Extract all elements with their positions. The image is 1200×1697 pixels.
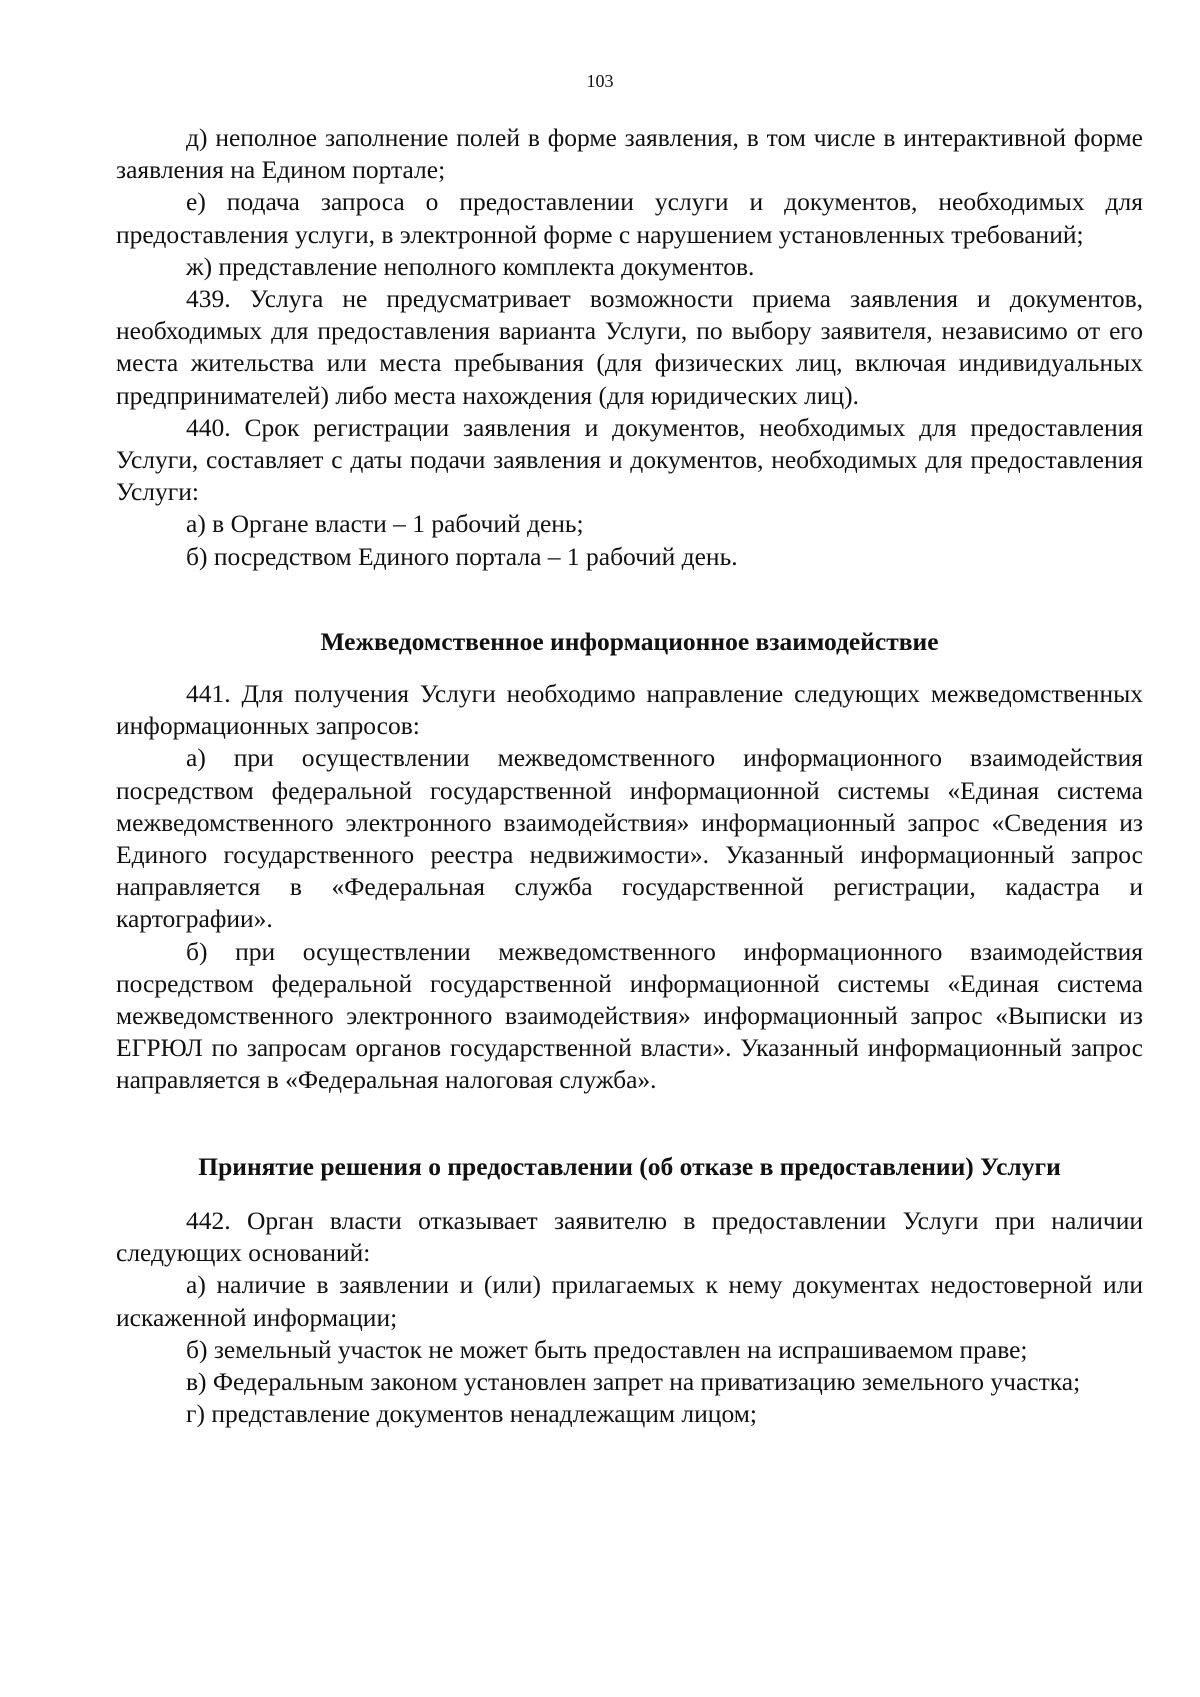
section-heading-interagency: Межведомственное информационное взаимодействие [320,626,939,656]
spacer [116,573,1143,626]
paragraph-440: 440. Срок регистрации заявления и документов, необходимых для предоставления Услуги, составляет с даты подачи заявления и документов, необходимых для предоставления Услуги: [116,412,1143,507]
page-number: 103 [586,71,614,91]
document-body [116,122,1143,1430]
spacer [116,1097,1143,1151]
spacer [116,1183,1143,1205]
spacer [116,658,1143,678]
paragraph-442: 442. Орган власти отказывает заявителю в предоставлении Услуги при наличии следующих оснований: [116,1205,1143,1268]
paragraph-442-v: в) Федеральным законом установлен запрет на приватизацию земельного участка; [186,1366,1081,1396]
paragraph-440-b: б) посредством Единого портала – 1 рабочий день. [186,541,738,571]
paragraph-442-a: а) наличие в заявлении и (или) прилагаемых к нему документах недостоверной или искаженной информации; [116,1270,1143,1332]
paragraph-item-d: д) неполное заполнение полей в форме заявления, в том числе в интерактивной форме заявления на Едином портале; [116,123,1143,185]
section-heading-decision: Принятие решения о предоставлении (об отказе в предоставлении) Услуги [198,1151,1061,1181]
paragraph-439: 439. Услуга не предусматривает возможности приема заявления и документов, необходимых для предоставления варианта Услуги, по выбору заявителя, независимо от его места жительства или места пребывания (для физических лиц, включая индивидуальных предпринимателей) либо места нахождения (для юридических лиц). [116,284,1143,410]
paragraph-item-e: е) подача запроса о предоставлении услуги и документов, необходимых для предоставления услуги, в электронной форме с нарушением установленных требований; [116,187,1143,249]
paragraph-440-a: а) в Органе власти – 1 рабочий день; [186,509,584,539]
paragraph-442-g: г) представление документов ненадлежащим лицом; [186,1399,757,1429]
paragraph-441: 441. Для получения Услуги необходимо направление следующих межведомственных информационных запросов: [116,679,1143,741]
paragraph-item-zh: ж) представление неполного комплекта документов. [186,251,755,281]
paragraph-441-a: а) при осуществлении межведомственного информационного взаимодействия посредством федеральной государственной информационной системы «Единая система межведомственного электронного взаимодействия» информационный запрос «Сведения из Единого государственного реестра недвижимости». Указанный информационный запрос направляется в «Федеральная служба государственной регистрации, кадастра и картографии». [116,743,1143,934]
paragraph-442-b: б) земельный участок не может быть предоставлен на испрашиваемом праве; [186,1334,1028,1364]
paragraph-441-b: б) при осуществлении межведомственного информационного взаимодействия посредством федеральной государственной информационной системы «Единая система межведомственного электронного взаимодействия» информационный запрос «Выписки из ЕГРЮЛ по запросам органов государственной власти». Указанный информационный запрос направляется в «Федеральная налоговая служба». [116,936,1143,1095]
